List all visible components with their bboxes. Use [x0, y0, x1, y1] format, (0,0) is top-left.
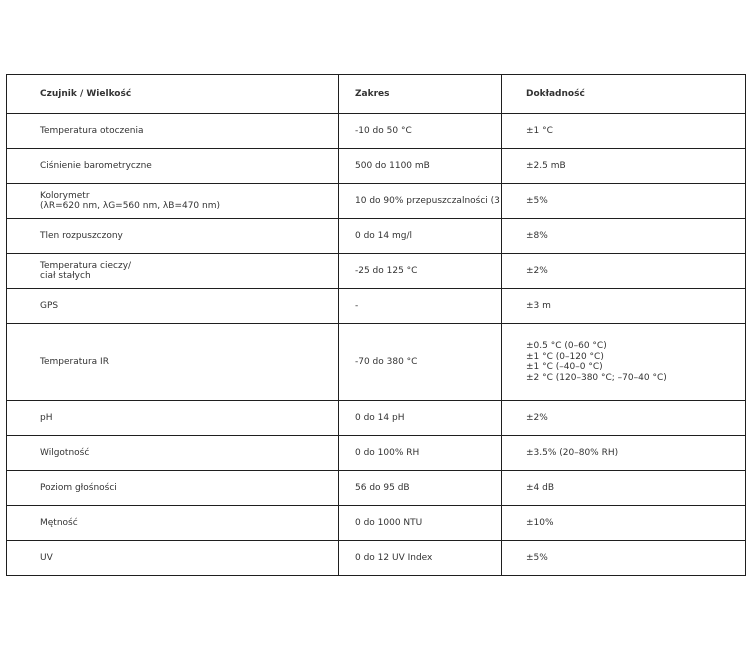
table-row: [7, 506, 746, 541]
cell-sensor: Mętność: [7, 506, 339, 541]
cell-range: -25 do 125 °C: [339, 254, 502, 289]
cell-sensor: Poziom głośności: [7, 471, 339, 506]
table-row: [7, 471, 746, 506]
cell-range: 10 do 90% przepuszczalności (3: [339, 184, 502, 219]
cell-sensor: Tlen rozpuszczony: [7, 219, 339, 254]
cell-sensor: Kolorymetr (λR=620 nm, λG=560 nm, λB=470 nm): [7, 184, 339, 219]
header-range: Zakres: [339, 75, 502, 114]
header-row: [7, 75, 746, 114]
cell-range: 0 do 1000 NTU: [339, 506, 502, 541]
cell-accuracy: ±10%: [502, 506, 746, 541]
table-body: [7, 114, 746, 576]
cell-accuracy: ±3.5% (20–80% RH): [502, 436, 746, 471]
cell-accuracy: ±0.5 °C (0–60 °C) ±1 °C (0–120 °C) ±1 °C (–40–0 °C) ±2 °C (120–380 °C; –70–40 °C): [502, 324, 746, 401]
cell-range: 0 do 14 mg/l: [339, 219, 502, 254]
cell-accuracy: ±1 °C: [502, 114, 746, 149]
table-row: [7, 436, 746, 471]
cell-sensor: UV: [7, 541, 339, 576]
cell-range: 0 do 100% RH: [339, 436, 502, 471]
cell-range: -10 do 50 °C: [339, 114, 502, 149]
cell-sensor: Temperatura otoczenia: [7, 114, 339, 149]
cell-range: 500 do 1100 mB: [339, 149, 502, 184]
cell-sensor: GPS: [7, 289, 339, 324]
cell-sensor: pH: [7, 401, 339, 436]
cell-range: -: [339, 289, 502, 324]
cell-accuracy: ±4 dB: [502, 471, 746, 506]
cell-accuracy: ±2%: [502, 254, 746, 289]
table-header: [7, 75, 746, 114]
cell-accuracy: ±2.5 mB: [502, 149, 746, 184]
table-row: [7, 114, 746, 149]
cell-sensor: Ciśnienie barometryczne: [7, 149, 339, 184]
cell-range: -70 do 380 °C: [339, 324, 502, 401]
table-row: [7, 254, 746, 289]
cell-accuracy: ±5%: [502, 541, 746, 576]
cell-range: 0 do 14 pH: [339, 401, 502, 436]
table-row: [7, 219, 746, 254]
cell-range: 0 do 12 UV Index: [339, 541, 502, 576]
cell-accuracy: ±5%: [502, 184, 746, 219]
table-row: [7, 289, 746, 324]
sensor-specs-table: [6, 74, 746, 576]
table-row: [7, 184, 746, 219]
cell-sensor: Wilgotność: [7, 436, 339, 471]
cell-accuracy: ±8%: [502, 219, 746, 254]
cell-sensor: Temperatura cieczy/ ciał stałych: [7, 254, 339, 289]
cell-sensor: Temperatura IR: [7, 324, 339, 401]
cell-range: 56 do 95 dB: [339, 471, 502, 506]
header-accuracy: Dokładność: [502, 75, 746, 114]
table-row: [7, 401, 746, 436]
cell-accuracy: ±2%: [502, 401, 746, 436]
header-sensor: Czujnik / Wielkość: [7, 75, 339, 114]
table-row: [7, 541, 746, 576]
table-row: [7, 324, 746, 401]
table-row: [7, 149, 746, 184]
cell-accuracy: ±3 m: [502, 289, 746, 324]
